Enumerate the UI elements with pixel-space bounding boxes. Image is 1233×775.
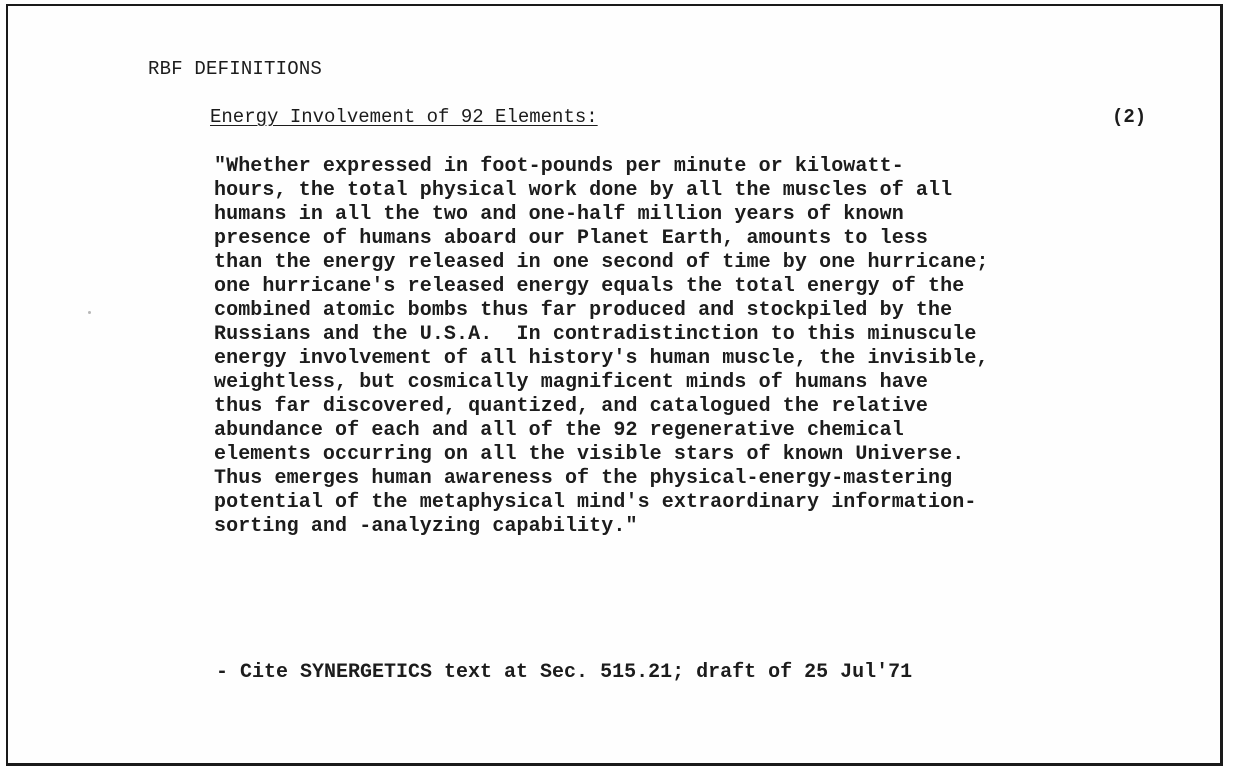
quote-line: potential of the metaphysical mind's extraordinary information- [214, 491, 977, 514]
quote-line: sorting and -analyzing capability." [214, 515, 638, 538]
quote-line: combined atomic bombs thus far produced and stockpiled by the [214, 299, 953, 322]
quote-line: thus far discovered, quantized, and catalogued the relative [214, 395, 929, 418]
quote-line: hours, the total physical work done by all the muscles of all [214, 179, 953, 202]
quote-line: weightless, but cosmically magnificent minds of humans have [214, 371, 929, 394]
quote-line: Russians and the U.S.A. In contradistinction to this minuscule [214, 323, 977, 346]
quote-line: one hurricane's released energy equals the total energy of the [214, 275, 965, 298]
quote-line: presence of humans aboard our Planet Earth, amounts to less [214, 227, 929, 250]
header-title: RBF DEFINITIONS [148, 58, 323, 80]
card-number: (2) [1112, 106, 1147, 128]
quote-line: than the energy released in one second of time by one hurricane; [214, 251, 989, 274]
section-title: Energy Involvement of 92 Elements: [210, 106, 598, 128]
quote-line: abundance of each and all of the 92 regenerative chemical [214, 419, 904, 442]
paper-speck [88, 311, 91, 314]
quote-line: energy involvement of all history's human muscle, the invisible, [214, 347, 989, 370]
quote-line: elements occurring on all the visible stars of known Universe. [214, 443, 965, 466]
quote-line: "Whether expressed in foot-pounds per minute or kilowatt- [214, 155, 904, 178]
quote-body [214, 155, 989, 539]
quote-line: humans in all the two and one-half million years of known [214, 203, 904, 226]
quote-line: Thus emerges human awareness of the physical-energy-mastering [214, 467, 953, 490]
citation: - Cite SYNERGETICS text at Sec. 515.21; draft of 25 Jul'71 [216, 661, 913, 684]
